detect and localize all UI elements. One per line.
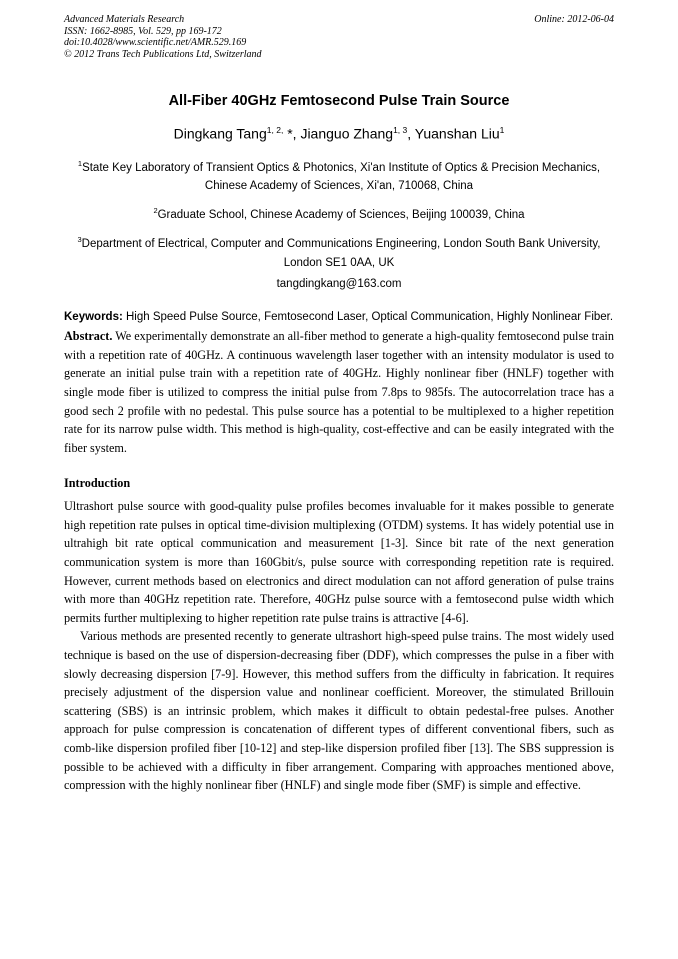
affiliation-number: 1 xyxy=(77,158,83,168)
affiliation-number: 3 xyxy=(77,235,82,245)
author-list xyxy=(64,125,614,142)
paper-page xyxy=(64,14,614,795)
journal-copyright: © 2012 Trans Tech Publications Ltd, Switzerland xyxy=(64,48,262,60)
affiliation-item xyxy=(64,201,614,225)
author-affiliation-mark: 1, 3 xyxy=(393,125,408,135)
author-affiliation-mark: 1, 2, xyxy=(266,125,284,135)
author-name: Dingkang Tang xyxy=(173,125,267,142)
affiliation-text: Department of Electrical, Computer and Communications Engineering, London South Bank University, London SE1 0AA, UK xyxy=(81,238,601,270)
affiliation-item xyxy=(64,154,614,197)
abstract xyxy=(64,327,614,457)
author-affiliation-mark: 1 xyxy=(499,125,505,135)
affiliations xyxy=(64,154,614,273)
journal-issn: ISSN: 1662-8985, Vol. 529, pp 169-172 xyxy=(64,25,222,37)
introduction-paragraph: Ultrashort pulse source with good-quality pulse profiles becomes invaluable for it makes possible to generate high repetition rate pulses in optical time-division multiplexing (OTDM) systems. It has widely potential use in ultrahigh bit rate optical communication and measurement [1-3]. Since bit rate of the next generation communication system is more than 160Gbit/s, pulse source with corresponding repetition rate is required. However, current methods based on electronics and direct modulation can not afford generation of pulse trains with more than 40GHz repetition rate. Therefore, 40GHz pulse source with a femtosecond pulse width which permits further multiplexing to higher repetition rate pulse trains is attractive [4-6]. xyxy=(64,499,614,625)
paper-title: All-Fiber 40GHz Femtosecond Pulse Train Source xyxy=(168,93,510,109)
author-separator: , xyxy=(407,125,415,142)
journal-name: Advanced Materials Research xyxy=(64,14,185,25)
affiliation-number: 2 xyxy=(153,206,158,216)
journal-doi: doi:10.4028/www.scientific.net/AMR.529.169 xyxy=(64,37,247,48)
keywords-text: High Speed Pulse Source, Femtosecond Laser, Optical Communication, Highly Nonlinear Fiber. xyxy=(122,311,614,324)
corresponding-author-mark: *, xyxy=(283,125,301,142)
contact-email: tangdingkang@163.com xyxy=(276,278,402,291)
author-name: Yuanshan Liu xyxy=(414,125,500,142)
abstract-text: We experimentally demonstrate an all-fiber method to generate a high-quality femtosecond pulse train with a repetition rate of 40GHz. A continuous wavelength laser together with an intensity modulator is used to generate an initial pulse train with a repetition rate of 40GHz. Highly nonlinear fiber (HNLF) together with single mode fiber is utilized to compress the initial pulse from 7.8ps to 985fs. The autocorrelation trace has a good sech 2 profile with no pedestal. This pulse source has a potential to be multiplexed to a higher repetition rate for its narrow pulse width. This method is high-quality, cost-effective and can be easily integrated with the fiber system. xyxy=(64,329,614,455)
affiliation-item xyxy=(64,230,614,273)
introduction-paragraph: Various methods are presented recently to generate ultrashort high-speed pulse trains. The most widely used technique is based on the use of dispersion-decreasing fiber (DDF), which compresses the pulse in a fiber with slowly decreasing dispersion [7-9]. However, this method suffers from the difficulty in fabrication. It requires precisely adjustment of the dispersion value and nonlinear coefficient. Moreover, the stimulated Brillouin scattering (SBS) is an intrinsic problem, which makes it difficult to obtain pedestal-free pulses. Another approach for pulse compression is concatenation of different types of different conventional fibers, such as comb-like dispersion profiled fiber [10-12] and step-like dispersion profiled fiber [13]. The SBS suppression is possible to be achieved with a difficulty in fiber arrangement. Comparing with approaches mentioned above, compression with the highly nonlinear fiber (HNLF) and single mode fiber (SMF) is simple and effective. xyxy=(64,629,614,793)
affiliation-text: State Key Laboratory of Transient Optics & Photonics, Xi'an Institute of Optics & Precision Mechanics, Chinese Academy of Sciences, Xi'an, 710068, China xyxy=(82,161,601,193)
abstract-label: Abstract. xyxy=(64,329,113,344)
online-date: Online: 2012-06-04 xyxy=(534,14,614,25)
keywords xyxy=(64,308,614,327)
author-name: Jianguo Zhang xyxy=(300,125,394,142)
affiliation-text: Graduate School, Chinese Academy of Sciences, Beijing 100039, China xyxy=(157,209,525,222)
journal-header xyxy=(64,14,614,60)
section-heading-introduction: Introduction xyxy=(64,476,131,491)
keywords-label: Keywords: xyxy=(64,311,123,324)
